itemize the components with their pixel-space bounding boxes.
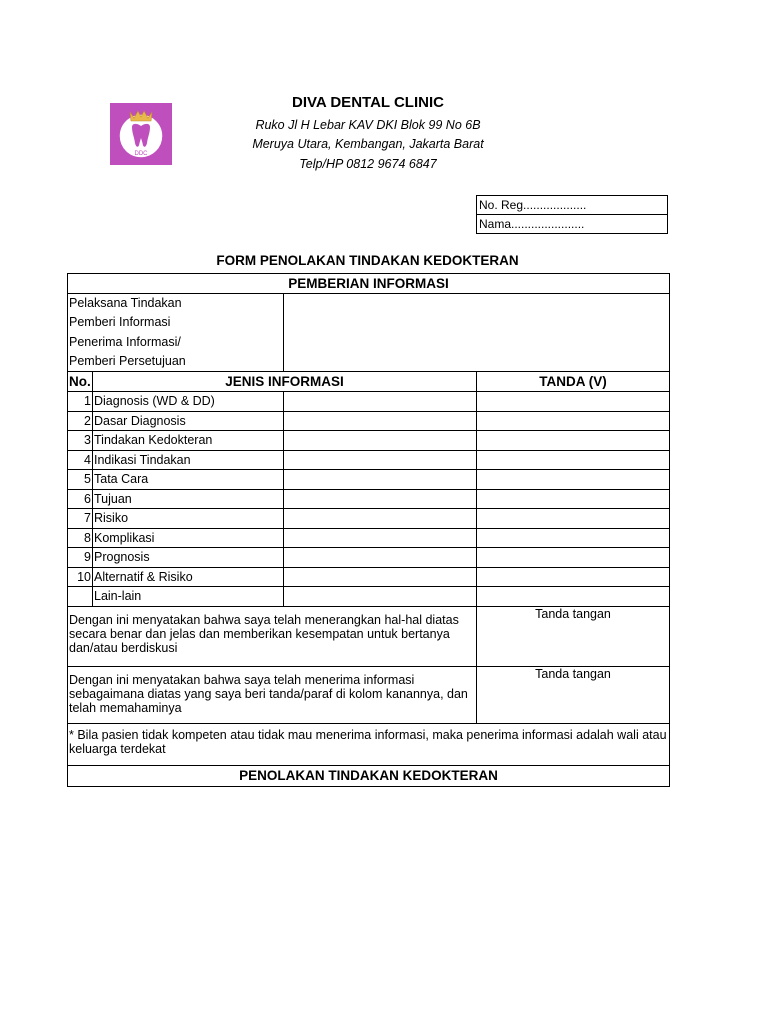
table-row [68, 450, 670, 470]
row-number: 1 [68, 392, 93, 412]
signature-label: Tanda tangan [535, 606, 611, 621]
row-label: Risiko [93, 509, 284, 529]
table-row [68, 392, 670, 412]
clinic-logo [110, 103, 172, 165]
row-number: 7 [68, 509, 93, 529]
row-tanda-cell[interactable] [477, 450, 670, 470]
parties-entry-field[interactable] [284, 294, 670, 372]
row-label: Alternatif & Risiko [93, 567, 284, 587]
row-number: 5 [68, 470, 93, 490]
table-row [68, 509, 670, 529]
row-tanda-cell[interactable] [477, 392, 670, 412]
row-info-cell[interactable] [284, 489, 477, 509]
registration-box [476, 195, 668, 234]
footnote: * Bila pasien tidak kompeten atau tidak mau menerima informasi, maka penerima informasi adalah wali atau keluarga terdekat [68, 723, 670, 765]
row-tanda-cell[interactable] [477, 411, 670, 431]
row-info-cell[interactable] [284, 548, 477, 568]
row-info-cell[interactable] [284, 567, 477, 587]
address-line-1: Ruko Jl H Lebar KAV DKI Blok 99 No 6B [255, 118, 481, 132]
row-label: Diagnosis (WD & DD) [93, 392, 284, 412]
information-table [67, 273, 670, 787]
tooth-crown-icon [110, 103, 172, 165]
statement-penerima-informasi: Dengan ini menyatakan bahwa saya telah menerima informasi sebagaimana diatas yang saya beri tanda/paraf di kolom kanannya, dan telah memahaminya [68, 666, 477, 723]
party-label-pelaksana: Pelaksana Tindakan [69, 296, 182, 310]
row-tanda-cell[interactable] [477, 528, 670, 548]
row-tanda-cell[interactable] [477, 567, 670, 587]
section-header-penolakan: PENOLAKAN TINDAKAN KEDOKTERAN [68, 765, 670, 786]
table-row [68, 470, 670, 490]
nama-field[interactable]: Nama...................... [477, 214, 667, 233]
row-tanda-cell[interactable] [477, 431, 670, 451]
row-info-cell[interactable] [284, 470, 477, 490]
row-label: Tata Cara [93, 470, 284, 490]
party-label-pemberi: Pemberi Informasi [69, 315, 171, 330]
row-number [68, 587, 93, 607]
row-tanda-cell[interactable] [477, 509, 670, 529]
row-tanda-cell[interactable] [477, 470, 670, 490]
table-row [68, 431, 670, 451]
signature-cell-penerima[interactable] [477, 666, 670, 723]
form-title: FORM PENOLAKAN TINDAKAN KEDOKTERAN [216, 253, 519, 268]
row-number: 10 [68, 567, 93, 587]
row-number: 9 [68, 548, 93, 568]
statement-pemberi-informasi: Dengan ini menyatakan bahwa saya telah menerangkan hal-hal diatas secara benar dan jelas dan memberikan kesempatan untuk bertanya dan/atau berdiskusi [68, 606, 477, 666]
row-label: Dasar Diagnosis [93, 411, 284, 431]
signature-label: Tanda tangan [535, 666, 611, 681]
row-info-cell[interactable] [284, 450, 477, 470]
clinic-name: DIVA DENTAL CLINIC [292, 94, 444, 111]
table-row [68, 489, 670, 509]
table-row [68, 567, 670, 587]
row-number: 2 [68, 411, 93, 431]
parties-labels [68, 294, 284, 372]
address-line-2: Meruya Utara, Kembangan, Jakarta Barat [252, 137, 484, 151]
column-header-no: No. [68, 372, 93, 392]
table-row [68, 587, 670, 607]
row-number: 3 [68, 431, 93, 451]
row-number: 4 [68, 450, 93, 470]
row-label: Lain-lain [93, 587, 284, 607]
column-header-jenis-informasi: JENIS INFORMASI [93, 372, 477, 392]
row-tanda-cell[interactable] [477, 587, 670, 607]
no-reg-field[interactable]: No. Reg................... [479, 198, 587, 212]
row-tanda-cell[interactable] [477, 548, 670, 568]
column-header-tanda: TANDA (V) [477, 372, 670, 392]
row-number: 6 [68, 489, 93, 509]
signature-cell-pemberi[interactable] [477, 606, 670, 666]
row-info-cell[interactable] [284, 587, 477, 607]
row-label: Prognosis [93, 548, 284, 568]
row-info-cell[interactable] [284, 509, 477, 529]
section-header-pemberian-informasi: PEMBERIAN INFORMASI [68, 274, 670, 294]
party-label-penerima: Penerima Informasi/ [69, 334, 181, 349]
row-tanda-cell[interactable] [477, 489, 670, 509]
row-label: Tindakan Kedokteran [93, 431, 284, 451]
row-info-cell[interactable] [284, 392, 477, 412]
row-label: Tujuan [93, 489, 284, 509]
row-label: Indikasi Tindakan [93, 450, 284, 470]
row-label: Komplikasi [93, 528, 284, 548]
phone-line: Telp/HP 0812 9674 6847 [299, 157, 437, 171]
row-info-cell[interactable] [284, 411, 477, 431]
row-info-cell[interactable] [284, 528, 477, 548]
table-row [68, 411, 670, 431]
row-number: 8 [68, 528, 93, 548]
party-label-persetujuan: Pemberi Persetujuan [69, 353, 186, 368]
row-info-cell[interactable] [284, 431, 477, 451]
logo-text: DDC [134, 151, 148, 157]
table-row [68, 548, 670, 568]
table-row [68, 528, 670, 548]
